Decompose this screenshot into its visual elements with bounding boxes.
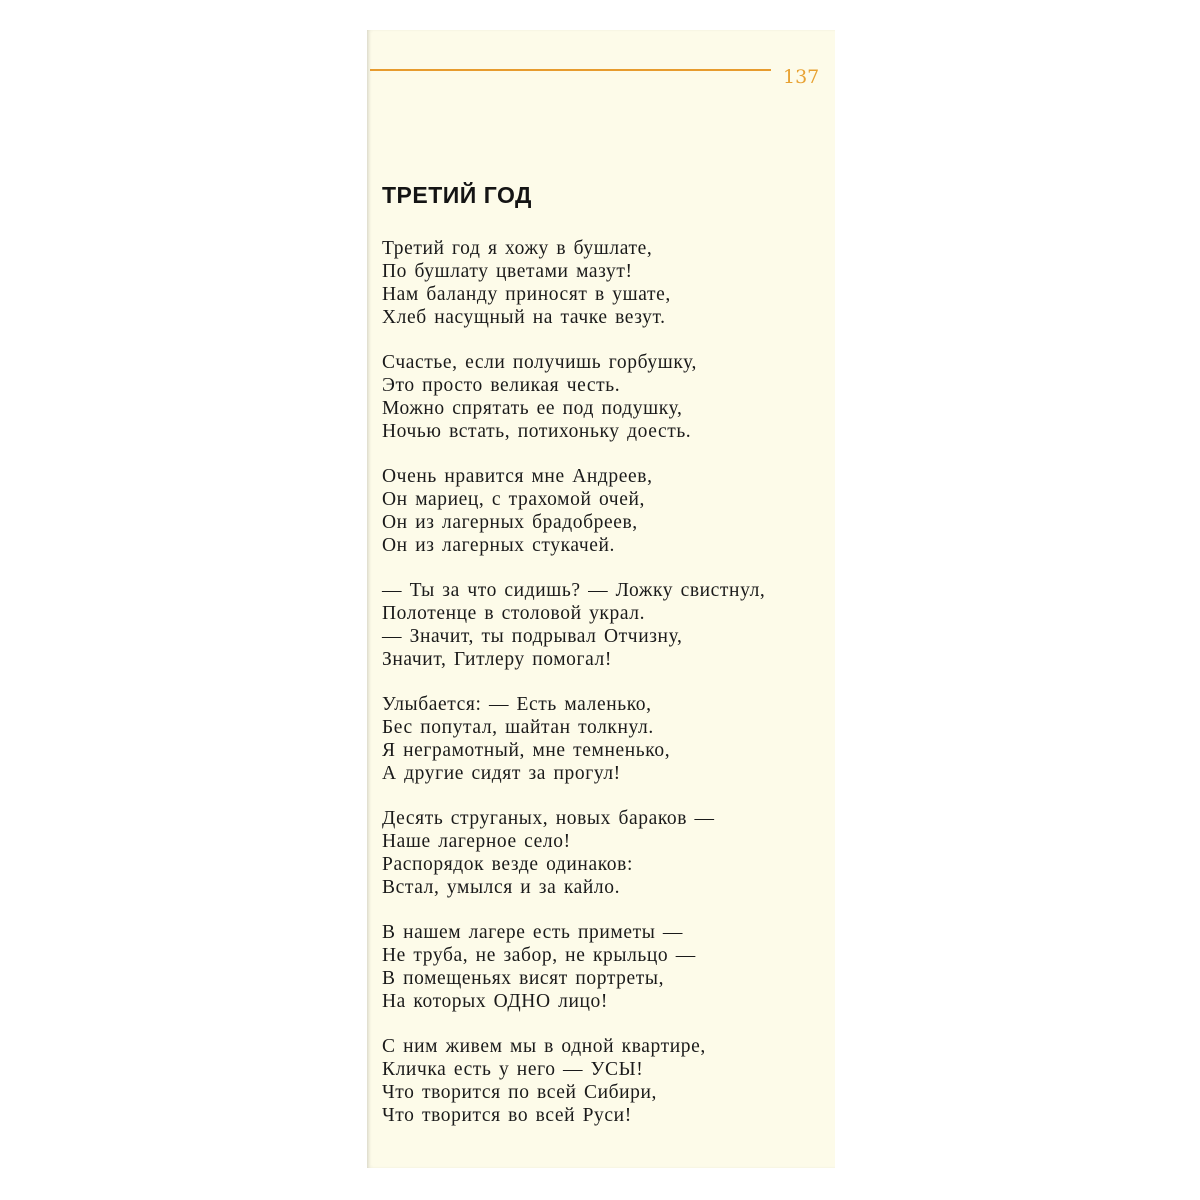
book-page xyxy=(367,30,835,1168)
poem-stanza xyxy=(382,1035,832,1127)
poem-title: ТРЕТИЙ ГОД xyxy=(382,182,532,208)
poem-stanza xyxy=(382,465,832,557)
poem-line: Я неграмотный, мне темненько, xyxy=(382,740,671,761)
poem-line: Бес попутал, шайтан толкнул. xyxy=(382,717,654,738)
poem-line: Третий год я хожу в бушлате, xyxy=(382,238,653,259)
poem-stanza xyxy=(382,579,832,671)
poem-stanza xyxy=(382,693,832,785)
poem-line: Наше лагерное село! xyxy=(382,831,571,852)
poem-line: Он из лагерных брадобреев, xyxy=(382,512,638,533)
poem-line: Не труба, не забор, не крыльцо — xyxy=(382,945,696,966)
poem-line: Встал, умылся и за кайло. xyxy=(382,877,621,898)
poem-line: Это просто великая честь. xyxy=(382,375,621,396)
poem-line: А другие сидят за прогул! xyxy=(382,763,621,784)
poem-line: Значит, Гитлеру помогал! xyxy=(382,649,612,670)
poem-line: Ночью встать, потихоньку доесть. xyxy=(382,421,692,442)
poem-line: Хлеб насущный на тачке везут. xyxy=(382,307,666,328)
poem-line: Улыбается: — Есть маленько, xyxy=(382,694,652,715)
poem-line: На которых ОДНО лицо! xyxy=(382,991,608,1012)
poem-line: Что творится по всей Сибири, xyxy=(382,1082,658,1103)
poem-line: Десять струганых, новых бараков — xyxy=(382,808,715,829)
poem-line: Очень нравится мне Андреев, xyxy=(382,466,653,487)
poem-line: С ним живем мы в одной квартире, xyxy=(382,1036,706,1057)
poem-line: Полотенце в столовой украл. xyxy=(382,603,646,624)
poem-stanza xyxy=(382,807,832,899)
poem-line: Распорядок везде одинаков: xyxy=(382,854,633,875)
poem-line: В помещеньях висят портреты, xyxy=(382,968,665,989)
poem-line: Можно спрятать ее под подушку, xyxy=(382,398,683,419)
poem-line: По бушлату цветами мазут! xyxy=(382,261,633,282)
poem-line: — Ты за что сидишь? — Ложку свистнул, xyxy=(382,580,766,601)
poem-line: Нам баланду приносят в ушате, xyxy=(382,284,671,305)
page-number: 137 xyxy=(783,66,820,88)
header-rule xyxy=(370,69,771,71)
poem-body xyxy=(382,237,832,1149)
poem-stanza xyxy=(382,237,832,329)
poem-stanza xyxy=(382,351,832,443)
poem-line: Он из лагерных стукачей. xyxy=(382,535,615,556)
poem-line: Счастье, если получишь горбушку, xyxy=(382,352,697,373)
poem-line: Что творится во всей Руси! xyxy=(382,1105,632,1126)
poem-line: Кличка есть у него — УСЫ! xyxy=(382,1059,644,1080)
poem-line: Он мариец, с трахомой очей, xyxy=(382,489,645,510)
poem-line: В нашем лагере есть приметы — xyxy=(382,922,684,943)
poem-line: — Значит, ты подрывал Отчизну, xyxy=(382,626,683,647)
poem-stanza xyxy=(382,921,832,1013)
